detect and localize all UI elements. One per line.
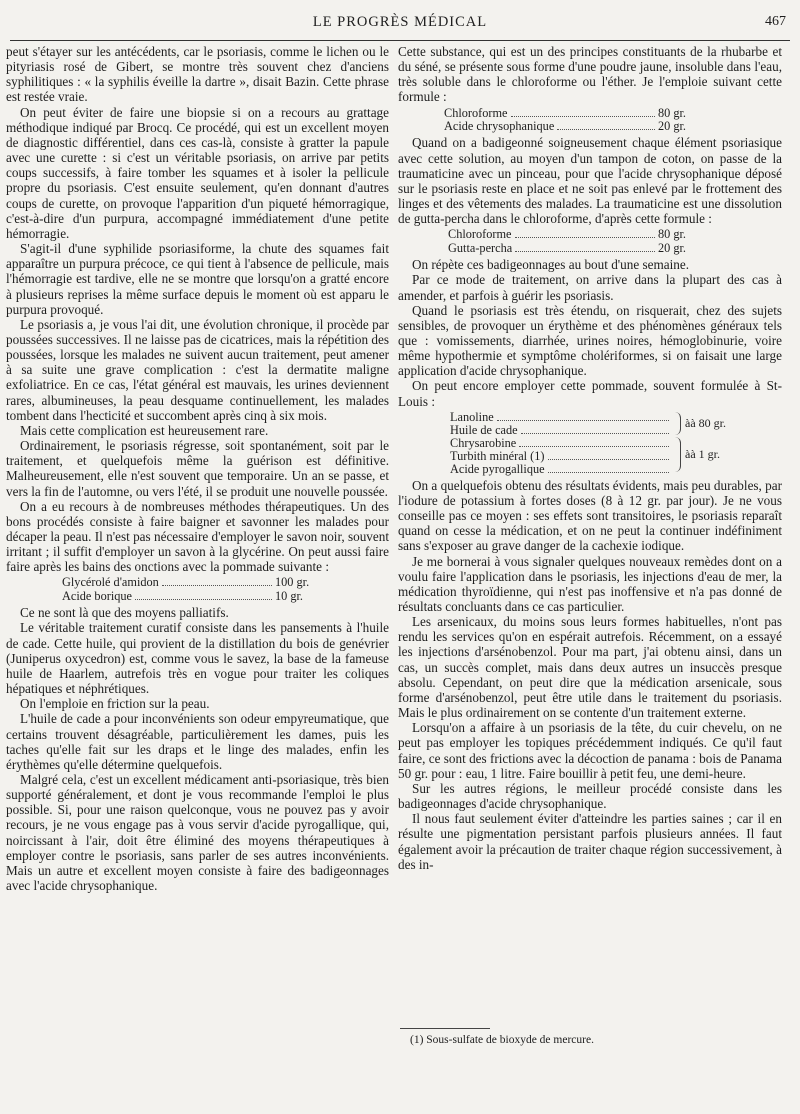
group-quantity: àà 1 gr. xyxy=(685,446,720,461)
paragraph: Malgré cela, c'est un excellent médicament anti-psoriasique, très bien supporté généralement, et dont je vous recommande l'emploi le plus possible. Si, pour une raison quelconque, vous ne pouvez pas y avoir recours, je ne vous engage pas à vous servir d'acide pyrogallique, qui, noircissant à l'air, doit être éliminé des moyens thérapeutiques à employer contre le psoriasis, sans parler de ses autres inconvénients. Mais un autre et excellent moyen consiste à faire des badigeonnages avec l'acide chrysophanique. xyxy=(6,772,389,894)
ingredient-quantity: 80 gr. xyxy=(658,105,687,120)
formula-traumaticine xyxy=(398,228,782,255)
group-quantity: àà 80 gr. xyxy=(685,415,726,430)
paragraph: Lorsqu'on a affaire à un psoriasis de la tête, du cuir chevelu, on ne peut pas employer les topiques précédemment indiqués. Ce qu'il faut faire, ce sont des frictions avec la décoction de panama : bois de Panama 50 gr. pour : eau, 1 litre. Faire bouillir à petit feu, une demi-heure. xyxy=(398,720,782,781)
paragraph: Quand le psoriasis est très étendu, on risquerait, chez des sujets sensibles, de provoquer un érythème et des phénomènes généraux tels que : vomissements, diarrhée, urines noires, hémoglobinurie, voire même hypothermie et symptôme cholériformes, si on faisait une large application d'acide chrysophanique. xyxy=(398,302,782,379)
ingredient-quantity: 20 gr. xyxy=(658,119,687,134)
ingredient-name: Chrysarobine xyxy=(450,435,517,450)
formula-pommade xyxy=(6,576,389,603)
paragraph: On répète ces badigeonnages au bout d'une semaine. xyxy=(412,257,690,273)
paragraph: On a eu recours à de nombreuses méthodes thérapeutiques. Un des bons procédés consiste à faire baigner et savonner les malades pour décaper la peau. Il n'est pas nécessaire d'employer le savon noir, souvent irritant ; il suffit d'employer un savon à la glycérine. On peut aussi faire faire après les bains des onctions avec la pommade suivante : xyxy=(6,498,389,575)
right-column xyxy=(398,44,782,872)
formula-row xyxy=(444,107,702,120)
paragraph: S'agit-il d'une syphilide psoriasiforme, la chute des squames fait apparaître un purpura précoce, ce qui tient à l'absence de pellicule, mais l'hémorragie est tardive, elle ne se montre que lorsqu'on a gratté encore à plusieurs reprises la même surface depuis le moment où est apparu le purpura provoqué. xyxy=(6,241,389,317)
paragraph: Sur les autres régions, le meilleur procédé consiste dans les badigeonnages d'acide chrysophanique. xyxy=(398,780,782,812)
formula-row xyxy=(450,463,672,476)
ingredient-name: Lanoline xyxy=(450,409,494,424)
ingredient-name: Acide borique xyxy=(62,588,132,603)
paragraph: Il nous faut seulement éviter d'atteindre les parties saines ; car il en résulte une pigmentation persistant parfois plusieurs années. Il faut également avoir la précaution de traiter chaque région successivement, à des in- xyxy=(398,811,782,872)
formula-row xyxy=(62,576,319,589)
paragraph: On peut encore employer cette pommade, souvent formulée à St-Louis : xyxy=(398,378,782,409)
formula-st-louis xyxy=(398,411,782,476)
paragraph: Ordinairement, le psoriasis régresse, soit spontanément, soit par le traitement, et quelquefois même la guérison est définitive. Malheureusement, elle n'est souvent que temporaire. Un an se passe, et vers la fin de l'automne, ou vers l'été, il se produit une nouvelle poussée. xyxy=(6,438,389,499)
page-header xyxy=(10,14,790,41)
paragraph: Je me bornerai à vous signaler quelques nouveaux remèdes dont on a voulu faire l'application dans le psoriasis, les injections d'eau de mer, la médication thyroïdienne, qui n'est pas inoffensive et n'a pas donné de résultats concluants dans ce cas particulier. xyxy=(398,553,782,614)
ingredient-name: Acide pyrogallique xyxy=(450,461,545,476)
ingredient-quantity: 80 gr. xyxy=(658,227,687,242)
ingredient-name: Turbith minéral (1) xyxy=(450,448,545,463)
ingredient-quantity: 100 gr. xyxy=(275,575,310,590)
ingredient-quantity: 10 gr. xyxy=(275,588,304,603)
left-column xyxy=(6,44,389,893)
brace-icon xyxy=(674,437,681,472)
paragraph: Le psoriasis a, je vous l'ai dit, une évolution chronique, il procède par poussées successives. Il ne laisse pas de cicatrices, mais la répétition des poussées, lorsque les malades ne suivent aucun traitement, peut amener à sa suite une grave complication : c'est la dermatite maligne exfoliatrice. En ce cas, l'état général est mauvais, les urines deviennent rares, albumineuses, la peau desquame continuellement, les malades tombent dans l'hecticité et succombent après cinq à six mois. xyxy=(6,316,389,423)
paragraph: Les arsenicaux, du moins sous leurs formes habituelles, n'ont pas rendu les services qu'on en espérait autrefois. Récemment, on a essayé les injections d'arsénobenzol. Pour ma part, j'ai obtenu ainsi, dans un cas, un succès complet, mais dans deux autres un insuccès presque absolu. Cependant, on peut dire que la médication arsenicale, sous forme d'arsénobenzol, peut être utile dans le traitement du psoriasis. Mais le plus ordinairement on se contente d'un traitement externe. xyxy=(398,614,782,721)
formula-row xyxy=(450,424,672,437)
ingredient-name: Acide chrysophanique xyxy=(444,119,555,134)
ingredient-name: Huile de cade xyxy=(450,422,518,437)
paragraph: Mais cette complication est heureusement rare. xyxy=(20,422,269,438)
paragraph: Ce ne sont là que des moyens palliatifs. xyxy=(20,605,229,621)
paragraph: On l'emploie en friction sur la peau. xyxy=(20,696,210,712)
brace-icon xyxy=(674,412,681,435)
paragraph: peut s'étayer sur les antécédents, car le psoriasis, comme le lichen ou le pityriasis rosé de Gibert, se montre très souvent chez d'anciens syphilitiques : « la syphilis éveille la dartre », disait Bazin. Cette phrase est restée vraie. xyxy=(6,44,389,105)
formula-row xyxy=(62,590,319,603)
journal-title: LE PROGRÈS MÉDICAL xyxy=(312,14,488,30)
ingredient-quantity: 20 gr. xyxy=(658,240,687,255)
footnote: (1) Sous-sulfate de bioxyde de mercure. xyxy=(410,1034,594,1046)
footnote-divider xyxy=(400,1028,490,1029)
paragraph: Par ce mode de traitement, on arrive dans la plupart des cas à amender, et parfois à guérir les psoriasis. xyxy=(398,272,782,303)
formula-chrysophanique xyxy=(398,107,782,134)
paragraph: On peut éviter de faire une biopsie si on a recours au grattage méthodique indiqué par Brocq. Ce procédé, qui est un excellent moyen de diagnostic différentiel, dans ces cas-là, consiste à gratter la papule avec une curette : si c'est un véritable psoriasis, on arrive par petits coups successifs, à faire tomber les squames et à isoler la pellicule propre du psoriasis. C'est ensuite seulement, qu'en donnant d'autres coups de curette, on provoque l'apparition d'un piqueté hémorragique, c'est-à-dire d'un purpura, accompagné immédiatement d'une petite hémorragie. xyxy=(6,104,389,241)
formula-row xyxy=(450,411,672,424)
formula-row xyxy=(450,437,672,450)
ingredient-name: Chloroforme xyxy=(444,105,508,120)
ingredient-list xyxy=(450,411,672,476)
ingredient-name: Gutta-percha xyxy=(448,240,513,255)
formula-row xyxy=(450,450,672,463)
paragraph: Quand on a badigeonné soigneusement chaque élément psoriasique avec cette solution, au moyen d'un tampon de coton, on passe de la traumaticine avec un pinceau, pour que l'acide chrysophanique déposé sur le psoriasis reste en place et ne soit pas enlevé par le frottement des linges et des vêtements des malades. La traumaticine est une dissolution de gutta-percha dans le chloroforme, d'après cette formule : xyxy=(398,135,782,227)
formula-row xyxy=(448,242,702,255)
paragraph: On a quelquefois obtenu des résultats évidents, mais peu durables, par l'iodure de potassium à fortes doses (8 à 12 gr. par jour). Je ne vous conseille pas ce moyen : ses effets sont transitoires, le psoriasis reparaît quand on cesse la médication, et on ne peut la continuer indéfiniment sans s'exposer au grave danger de la cachexie iodique. xyxy=(398,477,782,554)
ingredient-name: Glycérolé d'amidon xyxy=(62,575,159,590)
paragraph: Le véritable traitement curatif consiste dans les pansements à l'huile de cade. Cette huile, qui provient de la distillation du bois de genévrier (Juniperus oxycedron) est, comme vous le savez, la base de la fameuse huile de Haarlem, autrefois très en vogue pour traiter les coliques hépatiques et néphrétiques. xyxy=(6,620,389,697)
page-number: 467 xyxy=(765,14,786,29)
formula-row xyxy=(448,228,702,241)
ingredient-name: Chloroforme xyxy=(448,227,512,242)
paragraph: L'huile de cade a pour inconvénients son odeur empyreumatique, que certains trouvent désagréable, particulièrement les dames, puis les taches qu'elle fait sur les draps et le linge des malades, enfin les érythèmes qu'elle détermine quelquefois. xyxy=(6,711,389,772)
paragraph: Cette substance, qui est un des principes constituants de la rhubarbe et du séné, se présente sous forme d'une poudre jaune, insoluble dans l'eau, très soluble dans le chloroforme ou l'éther. Je l'emploie suivant cette formule : xyxy=(398,44,782,105)
formula-row xyxy=(444,120,702,133)
